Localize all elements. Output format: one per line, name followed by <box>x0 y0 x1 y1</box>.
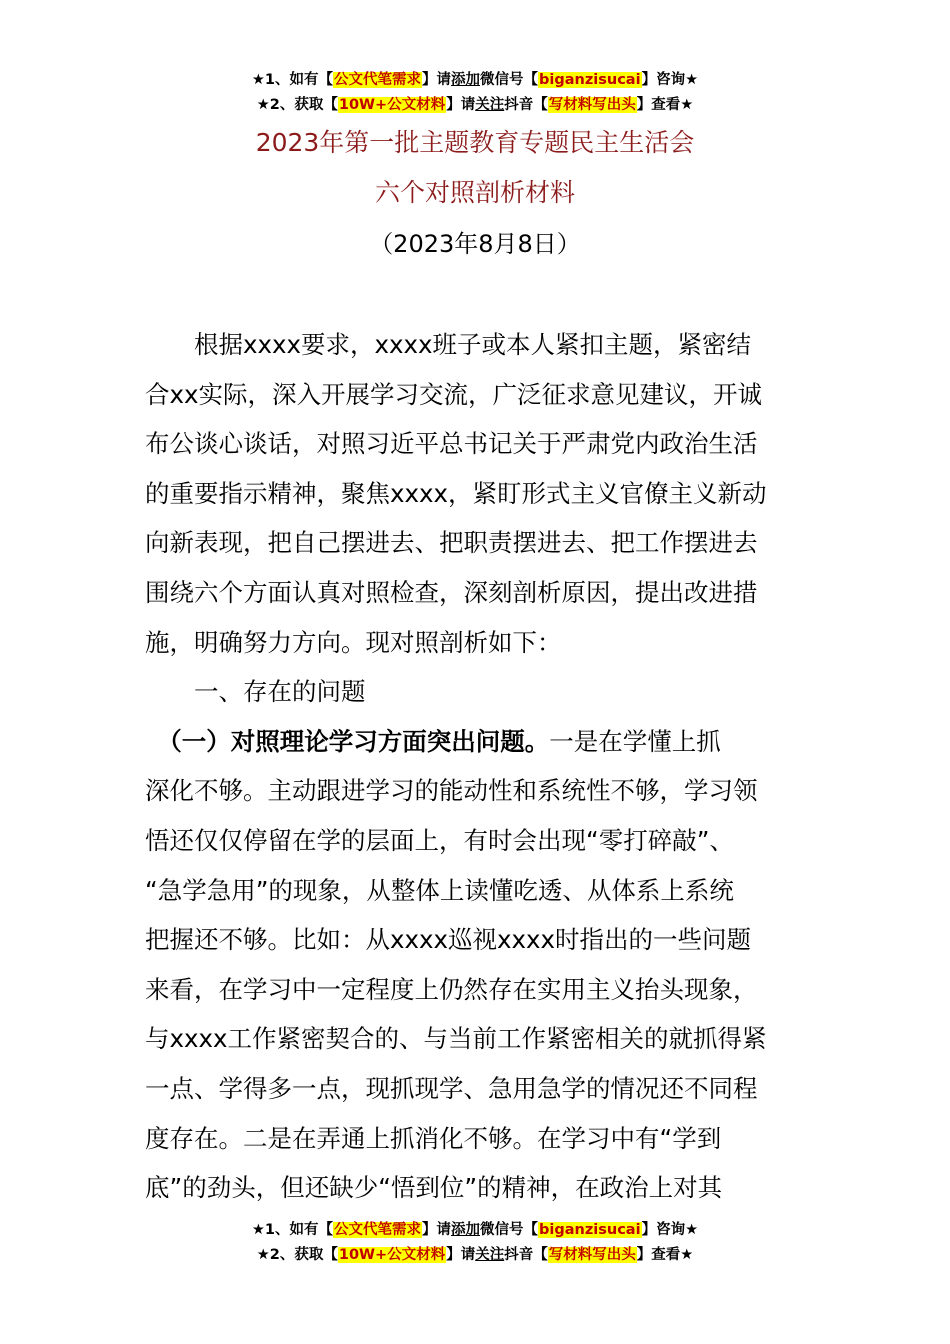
body-line: 布公谈心谈话，对照习近平总书记关于严肃党内政治生活 <box>145 429 758 459</box>
body-line: 合xx实际，深入开展学习交流，广泛征求意见建议，开诚 <box>145 379 762 409</box>
body-line: 向新表现，把自己摆进去、把职责摆进去、把工作摆进去 <box>145 528 758 558</box>
banner-underline: 关注 <box>475 97 505 113</box>
banner-text: 抖音【 <box>504 1247 548 1263</box>
body-line: 深化不够。主动跟进学习的能动性和系统性不够，学习领 <box>145 776 758 806</box>
body-line: 悟还仅仅停留在学的层面上，有时会出现“零打碎敲”、 <box>145 825 734 855</box>
banner-text: 】查看★ <box>636 1247 694 1263</box>
body-line: 来看，在学习中一定程度上仍然存在实用主义抬头现象， <box>145 974 758 1004</box>
document-title-line-1: 2023年第一批主题教育专题民主生活会 <box>255 128 695 157</box>
banner-text: 微信号【 <box>480 1222 539 1238</box>
body-line: 度存在。二是在弄通上抓消化不够。在学习中有“学到 <box>145 1123 722 1153</box>
body-line: 与xxxx工作紧密契合的、与当前工作紧密相关的就抓得紧 <box>145 1024 767 1054</box>
banner-text: ★2、获取【 <box>256 1247 338 1263</box>
banner-text: ★1、如有【 <box>251 1222 334 1238</box>
bottom-banner <box>0 1218 950 1268</box>
body-line: 的重要指示精神，聚焦xxxx，紧盯形式主义官僚主义新动 <box>145 478 767 508</box>
banner-highlight: biganzisucai <box>539 72 641 88</box>
banner-line-2 <box>0 93 950 118</box>
document-title-line-2: 六个对照剖析材料 <box>374 178 575 207</box>
banner-text: 微信号【 <box>480 72 539 88</box>
banner-text: ★2、获取【 <box>256 97 338 113</box>
banner-highlight: 写材料写出头 <box>548 97 636 113</box>
banner-text: 】请 <box>446 1247 476 1263</box>
body-line: 把握还不够。比如：从xxxx巡视xxxx时指出的一些问题 <box>145 925 751 955</box>
body-line: 底”的劲头，但还缺少“悟到位”的精神，在政治上对其 <box>145 1173 723 1203</box>
banner-text: 】咨询★ <box>641 1222 699 1238</box>
banner-underline: 添加 <box>451 1222 481 1238</box>
top-banner <box>0 68 950 118</box>
banner-text: 】查看★ <box>636 97 694 113</box>
banner-underline: 添加 <box>451 72 481 88</box>
banner-line-2 <box>0 1243 950 1268</box>
body-text-span: 一是在学懂上抓 <box>549 726 721 756</box>
section-heading: 一、存在的问题 <box>145 677 366 707</box>
banner-highlight: 公文代笔需求 <box>334 72 422 88</box>
banner-text: 】请 <box>446 97 476 113</box>
banner-highlight: 公文代笔需求 <box>334 1222 422 1238</box>
body-line: “急学急用”的现象，从整体上读懂吃透、从体系上系统 <box>145 875 734 905</box>
banner-text: 抖音【 <box>504 97 548 113</box>
body-line: 围绕六个方面认真对照检查，深刻剖析原因，提出改进措 <box>145 577 758 607</box>
banner-underline: 关注 <box>475 1247 505 1263</box>
document-date: （2023年8月8日） <box>369 230 581 258</box>
banner-highlight: 写材料写出头 <box>548 1247 636 1263</box>
body-line: 根据xxxx要求，xxxx班子或本人紧扣主题，紧密结 <box>145 330 751 359</box>
banner-highlight: 10W+公文材料 <box>338 1247 446 1263</box>
document-body <box>145 320 810 1213</box>
banner-text: ★1、如有【 <box>251 72 334 88</box>
body-line: 施，明确努力方向。现对照剖析如下： <box>145 627 562 657</box>
body-line: 一点、学得多一点，现抓现学、急用急学的情况还不同程 <box>145 1073 758 1103</box>
banner-text: 】咨询★ <box>641 72 699 88</box>
subsection-heading: （一）对照理论学习方面突出问题。 <box>145 726 550 756</box>
banner-highlight: biganzisucai <box>539 1222 641 1238</box>
banner-line-1 <box>0 68 950 93</box>
banner-highlight: 10W+公文材料 <box>338 97 446 113</box>
banner-text: 】请 <box>422 72 452 88</box>
banner-line-1 <box>0 1218 950 1243</box>
subsection-line <box>145 717 810 767</box>
banner-text: 】请 <box>422 1222 452 1238</box>
